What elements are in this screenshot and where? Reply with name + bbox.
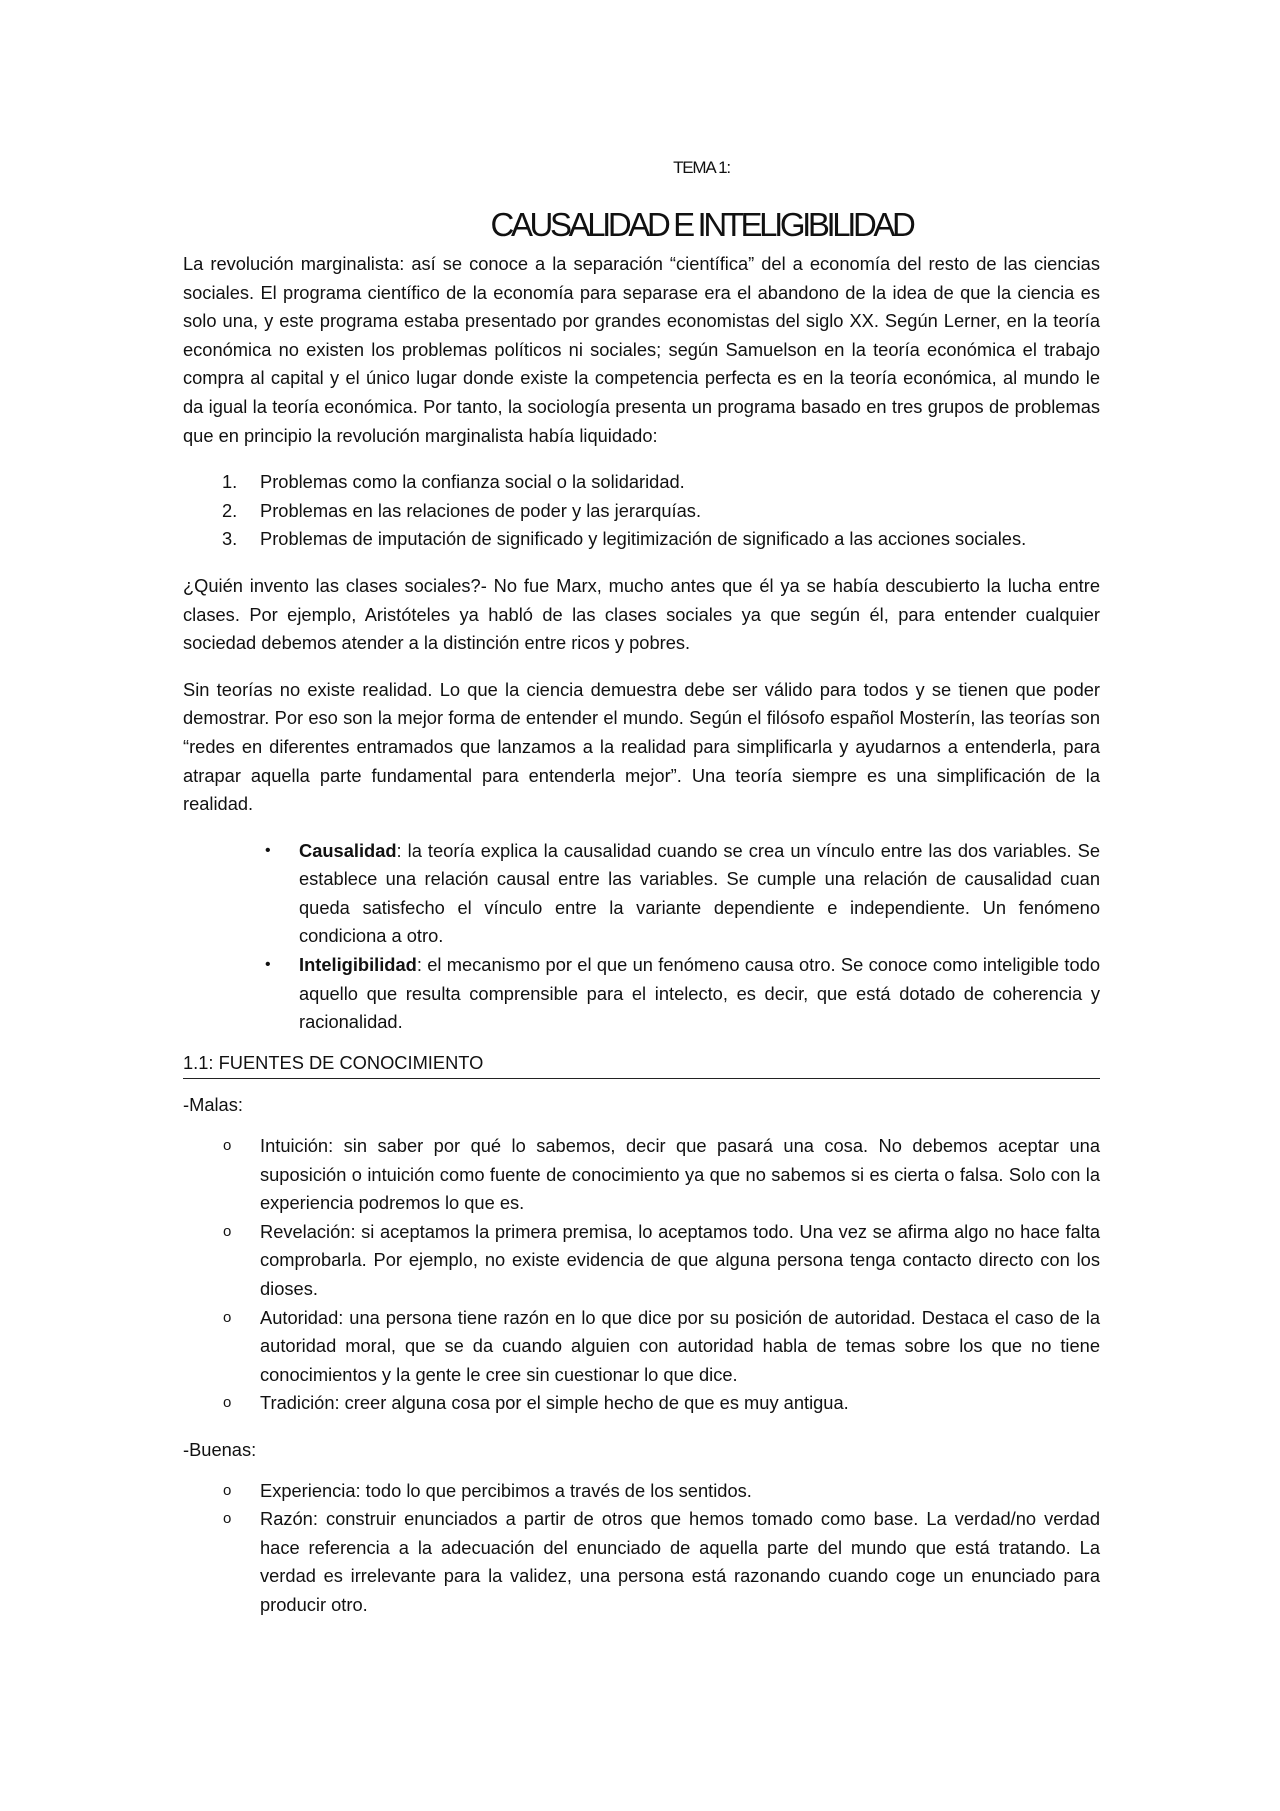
list-item xyxy=(183,837,1100,951)
list-item xyxy=(183,525,1100,554)
list-item xyxy=(183,1389,1100,1418)
section-heading: 1.1: FUENTES DE CONOCIMIENTO xyxy=(183,1049,1100,1080)
list-item-text: Razón: construir enunciados a partir de otros que hemos tomado como base. La verdad/no verdad hace referencia a la adecuación del enunciado de aquella parte del mundo que está tratando. La verdad es irrelevante para la validez, una persona está razonando cuando coge un enunciado para producir otro. xyxy=(260,1508,1100,1615)
concepts-list xyxy=(183,837,1100,1037)
list-item xyxy=(183,1505,1100,1619)
list-item-text: Problemas de imputación de significado y legitimización de significado a las acciones sociales. xyxy=(260,528,1027,550)
list-item xyxy=(183,468,1100,497)
list-item xyxy=(183,1304,1100,1390)
list-item-text: Tradición: creer alguna cosa por el simple hecho de que es muy antigua. xyxy=(260,1392,849,1414)
list-number: 3. xyxy=(222,528,238,550)
list-item-text: Intuición: sin saber por qué lo sabemos, decir que pasará una cosa. No debemos aceptar una suposición o intuición como fuente de conocimiento ya que no sabemos si es cierta o falsa. Solo con la experiencia podremos lo que es. xyxy=(260,1135,1100,1214)
topic-label: TEMA 1: xyxy=(673,158,730,177)
good-sources-label: -Buenas: xyxy=(183,1438,257,1460)
document-body xyxy=(183,148,1100,1620)
circle-bullet-icon: o xyxy=(223,1510,232,1528)
concept-term: Causalidad xyxy=(299,839,397,861)
theories-paragraph: Sin teorías no existe realidad. Lo que la ciencia demuestra debe ser válido para todos y se tienen que poder demostrar. Por eso son la mejor forma de entender el mundo. Según el filósofo español Mosterín, las teorías son “redes en diferentes entramados que lanzamos a la realidad para simplificarla y ayudarnos a entenderla, para atrapar aquella parte fundamental para entenderla mejor”. Una teoría siempre es una simplificación de la realidad. xyxy=(183,678,1100,815)
page-title: CAUSALIDAD E INTELIGIBILIDAD xyxy=(490,206,913,243)
bad-sources-label: -Malas: xyxy=(183,1094,243,1116)
circle-bullet-icon: o xyxy=(223,1222,232,1240)
list-item-text: Revelación: si aceptamos la primera premisa, lo aceptamos todo. Una vez se afirma algo no hace falta comprobarla. Por ejemplo, no existe evidencia de que alguna persona tenga contacto directo con los dioses. xyxy=(260,1220,1100,1299)
bad-sources-list xyxy=(183,1132,1100,1418)
list-item-text: Problemas como la confianza social o la solidaridad. xyxy=(260,471,685,493)
classes-paragraph: ¿Quién invento las clases sociales?- No fue Marx, mucho antes que él ya se había descubierto la lucha entre clases. Por ejemplo, Aristóteles ya habló de las clases sociales ya que según él, para entender cualquier sociedad debemos atender a la distinción entre ricos y pobres. xyxy=(183,574,1100,654)
list-number: 1. xyxy=(222,471,238,493)
circle-bullet-icon: o xyxy=(223,1394,232,1412)
list-item-text: Problemas en las relaciones de poder y las jerarquías. xyxy=(260,499,702,521)
concept-term: Inteligibilidad xyxy=(299,954,417,976)
circle-bullet-icon: o xyxy=(223,1137,232,1155)
bullet-icon: • xyxy=(265,841,271,859)
list-item xyxy=(183,1218,1100,1304)
list-item xyxy=(183,497,1100,526)
list-number: 2. xyxy=(222,499,238,521)
good-sources-list xyxy=(183,1477,1100,1620)
bullet-icon: • xyxy=(265,956,271,974)
intro-paragraph: La revolución marginalista: así se conoce a la separación “científica” del a economía del resto de las ciencias sociales. El programa científico de la economía para separase era el abandono de la idea de que la ciencia es solo una, y este programa estaba presentado por grandes economistas del siglo XX. Según Lerner, en la teoría económica no existen los problemas políticos ni sociales; según Samuelson en la teoría económica el trabajo compra al capital y el único lugar donde existe la competencia perfecta es en la teoría económica, al mundo le da igual la teoría económica. Por tanto, la sociología presenta un programa basado en tres grupos de problemas que en principio la revolución marginalista había liquidado: xyxy=(183,253,1100,446)
circle-bullet-icon: o xyxy=(223,1481,232,1499)
concept-definition: : el mecanismo por el que un fenómeno causa otro. Se conoce como inteligible todo aquello que resulta comprensible para el intelecto, es decir, que está dotado de coherencia y racionalidad. xyxy=(299,954,1100,1033)
list-item xyxy=(183,1477,1100,1506)
list-item-text: Experiencia: todo lo que percibimos a través de los sentidos. xyxy=(260,1479,752,1501)
circle-bullet-icon: o xyxy=(223,1308,232,1326)
list-item-text: Autoridad: una persona tiene razón en lo que dice por su posición de autoridad. Destaca el caso de la autoridad moral, que se da cuando alguien con autoridad habla de temas sobre los que no tiene conocimientos y la gente le cree sin cuestionar lo que dice. xyxy=(260,1306,1100,1385)
list-item xyxy=(183,951,1100,1037)
problems-list xyxy=(183,468,1100,554)
list-item xyxy=(183,1132,1100,1218)
concept-definition: : la teoría explica la causalidad cuando se crea un vínculo entre las dos variables. Se establece una relación causal entre las variables. Se cumple una relación de causalidad cuan queda satisfecho el vínculo entre la variante dependiente e independiente. Un fenómeno condiciona a otro. xyxy=(299,839,1100,947)
